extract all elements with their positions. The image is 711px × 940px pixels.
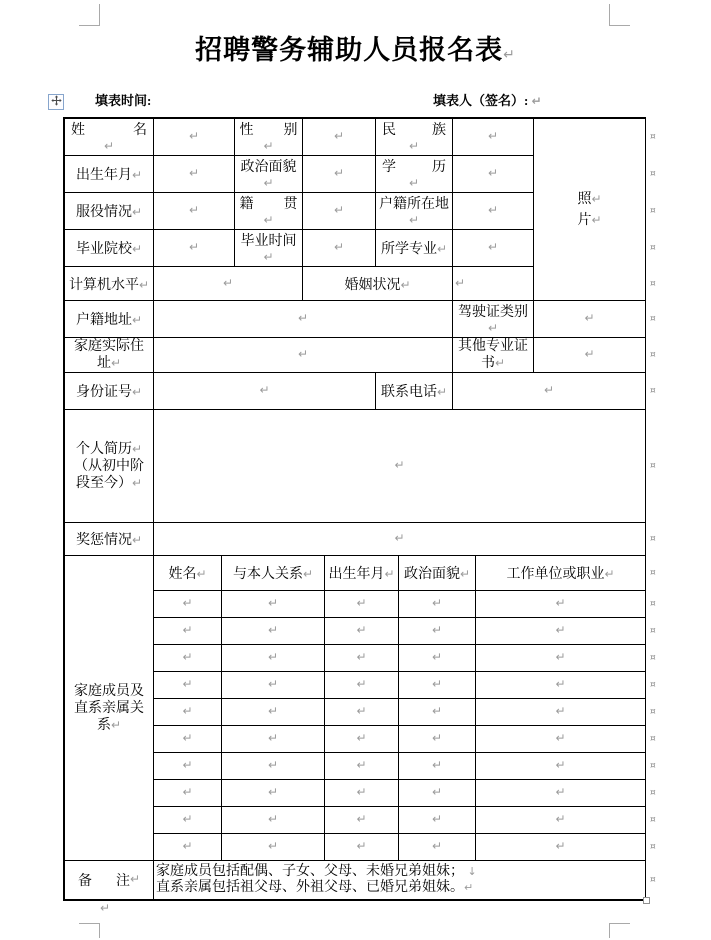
pilcrow-mark: ↵ [356, 731, 367, 745]
graduation-school-label-cell: 毕业院校↵ [65, 230, 154, 267]
pilcrow-mark: ↵ [182, 596, 193, 610]
family-birth-date-cell[interactable] [325, 753, 399, 780]
family-header-birth-date: 出生年月↵ [325, 556, 399, 591]
pilcrow-mark: ↵ [131, 205, 143, 219]
rewards-value-cell[interactable] [154, 523, 646, 556]
graduation-time-value-cell[interactable] [303, 230, 376, 267]
resume-label-line2: （从初中阶段至今）↵ [74, 458, 144, 491]
pilcrow-mark: ↵ [297, 347, 309, 361]
pilcrow-mark: ↵ [431, 785, 443, 799]
pilcrow-mark: ↵ [267, 623, 279, 637]
family-name-cell[interactable] [154, 618, 222, 645]
row-end-mark: ¤ [650, 386, 656, 396]
id-number-value-cell[interactable] [154, 373, 376, 410]
fill-time-label: 填表时间: [95, 93, 152, 108]
pilcrow-mark: ↵ [356, 704, 367, 718]
family-name-cell[interactable] [154, 780, 222, 807]
family-birth-date-cell[interactable] [325, 699, 399, 726]
row-end-mark: ¤ [650, 815, 656, 825]
remark-text-cell [154, 861, 646, 900]
pilcrow-mark: ↵ [131, 168, 143, 182]
pilcrow-mark: ↵ [302, 567, 314, 581]
pilcrow-mark: ↵ [555, 758, 566, 772]
family-work-unit-cell[interactable] [476, 780, 646, 807]
pilcrow-mark: ↵ [408, 213, 420, 227]
pilcrow-mark: ↵ [408, 176, 420, 190]
family-relation-cell[interactable] [222, 591, 325, 618]
pilcrow-mark: ↵ [431, 704, 443, 718]
pilcrow-mark: ↵ [297, 311, 309, 325]
table-resize-handle[interactable] [643, 897, 650, 904]
major-value-cell[interactable] [453, 230, 534, 267]
row-end-mark: ¤ [650, 243, 656, 253]
pilcrow-mark: ↵ [431, 839, 443, 853]
pilcrow-mark: ↵ [555, 731, 566, 745]
pilcrow-mark: ↵ [267, 596, 279, 610]
family-political-status-cell[interactable] [399, 645, 476, 672]
pilcrow-mark: ↵ [356, 785, 367, 799]
main-info-table [64, 118, 646, 556]
ethnicity-value-cell[interactable] [453, 119, 534, 156]
pilcrow-mark: ↵ [543, 383, 555, 397]
other-certificates-label-cell: 其他专业证书↵ [453, 338, 534, 373]
family-header-political-status: 政治面貌↵ [399, 556, 476, 591]
graduation-time-label-cell: 毕业时间↵ [235, 230, 303, 267]
family-relation-cell[interactable] [222, 753, 325, 780]
pilcrow-mark: ↵ [431, 596, 443, 610]
pilcrow-mark: ↵ [584, 311, 595, 325]
pilcrow-mark: ↵ [267, 731, 279, 745]
pilcrow-mark: ↵ [555, 839, 566, 853]
row-end-mark: ¤ [650, 653, 656, 663]
pilcrow-mark: ↵ [333, 203, 345, 217]
pilcrow-mark: ↵ [267, 785, 279, 799]
pilcrow-mark: ↵ [555, 704, 566, 718]
row-end-mark: ¤ [650, 278, 656, 289]
resume-label-line1: 个人简历↵ [75, 441, 143, 457]
family-name-cell[interactable] [154, 699, 222, 726]
pilcrow-mark: ↵ [259, 383, 270, 397]
page-title-text: 招聘警务辅助人员报名表 [195, 35, 504, 65]
birth-date-value-cell[interactable] [154, 156, 235, 193]
family-work-unit-cell[interactable] [476, 834, 646, 861]
pilcrow-mark: ↵ [394, 531, 405, 545]
pilcrow-mark: ↵ [555, 650, 566, 664]
resume-label-cell [65, 410, 154, 523]
row-end-mark: ¤ [650, 875, 656, 885]
pilcrow-mark: ↵ [267, 758, 279, 772]
native-place-label-cell: 籍贯↵ [235, 193, 303, 230]
pilcrow-mark: ↵ [267, 650, 279, 664]
family-name-cell[interactable] [154, 645, 222, 672]
household-location-label-cell: 户籍所在地↵ [376, 193, 453, 230]
remark-row [65, 861, 646, 900]
family-work-unit-cell[interactable] [476, 672, 646, 699]
pilcrow-mark: ↵ [100, 901, 111, 915]
pilcrow-mark: ↵ [182, 677, 193, 691]
family-work-unit-cell[interactable] [476, 591, 646, 618]
education-label-cell: 学历↵ [376, 156, 453, 193]
row-end-mark: ¤ [650, 761, 656, 771]
pilcrow-mark: ↵ [188, 129, 200, 143]
pilcrow-mark: ↵ [267, 839, 279, 853]
remark-line2: 直系亲属包括祖父母、外祖父母、已婚兄弟姐妹。↵ [156, 880, 474, 895]
row-end-mark: ¤ [650, 626, 656, 636]
family-header-relation: 与本人关系↵ [222, 556, 325, 591]
pilcrow-mark: ↵ [182, 839, 193, 853]
photo-label-line1: 照↵ [577, 191, 602, 207]
pilcrow-mark: ↵ [131, 385, 143, 399]
pilcrow-mark: ↵ [267, 704, 279, 718]
family-name-cell[interactable] [154, 834, 222, 861]
pilcrow-mark: ↵ [182, 731, 193, 745]
marital-status-value-cell[interactable] [453, 267, 534, 301]
pilcrow-mark: ↵ [487, 166, 499, 180]
pilcrow-mark: ↵ [356, 677, 367, 691]
pilcrow-mark: ↵ [591, 191, 602, 206]
family-name-cell[interactable] [154, 591, 222, 618]
other-certificates-value-cell[interactable] [534, 338, 646, 373]
family-birth-date-cell[interactable] [325, 672, 399, 699]
pilcrow-mark: ↵ [591, 212, 602, 227]
family-header-name: 姓名↵ [154, 556, 222, 591]
family-work-unit-cell[interactable] [476, 645, 646, 672]
pilcrow-mark: ↵ [464, 881, 474, 894]
pilcrow-mark: ↵ [110, 717, 122, 732]
pilcrow-mark: ↵ [356, 650, 367, 664]
family-political-status-cell[interactable] [399, 699, 476, 726]
pilcrow-mark: ↵ [333, 166, 345, 180]
pilcrow-mark: ↵ [267, 812, 279, 826]
pilcrow-mark: ↵ [384, 567, 395, 581]
birth-date-label-cell: 出生年月↵ [65, 156, 154, 193]
pilcrow-mark: ↵ [604, 567, 615, 581]
pilcrow-mark: ↵ [431, 812, 443, 826]
remark-line1: 家庭成员包括配偶、子女、父母、未婚兄弟姐妹； ↓ [156, 864, 477, 879]
pilcrow-mark: ↵ [131, 441, 143, 456]
family-political-status-cell[interactable] [399, 591, 476, 618]
military-service-label-cell: 服役情况↵ [65, 193, 154, 230]
table-row [65, 523, 646, 556]
pilcrow-mark: ↵ [487, 129, 499, 143]
family-work-unit-cell[interactable] [476, 699, 646, 726]
major-label-cell: 所学专业↵ [376, 230, 453, 267]
pilcrow-mark: ↵ [431, 677, 443, 691]
family-political-status-cell[interactable] [399, 753, 476, 780]
family-relation-cell[interactable] [222, 672, 325, 699]
family-birth-date-cell[interactable] [325, 645, 399, 672]
pilcrow-mark: ↵ [131, 242, 143, 256]
family-name-cell[interactable] [154, 807, 222, 834]
crop-mark-bottom-right [609, 923, 630, 938]
family-relation-cell[interactable] [222, 645, 325, 672]
row-end-mark: ¤ [650, 734, 656, 744]
row-end-mark: ¤ [650, 534, 656, 544]
row-end-mark: ¤ [650, 350, 656, 360]
pilcrow-mark: ↵ [263, 213, 274, 227]
pilcrow-mark: ↵ [188, 166, 200, 180]
move-icon [51, 93, 62, 111]
pilcrow-mark: ↵ [555, 623, 566, 637]
row-end-mark: ¤ [650, 707, 656, 717]
rewards-label-cell: 奖惩情况↵ [65, 523, 154, 556]
pilcrow-mark: ↵ [356, 623, 367, 637]
pilcrow-mark: ↵ [263, 176, 274, 190]
family-birth-date-cell[interactable] [325, 591, 399, 618]
pilcrow-mark: ↵ [531, 94, 542, 108]
filler-signature-label: 填表人（签名）: ↵ [433, 93, 542, 108]
row-end-mark: ¤ [650, 132, 656, 142]
pilcrow-mark: ↵ [333, 129, 345, 143]
home-address-label-cell: 家庭实际住址↵ [65, 338, 154, 373]
pilcrow-mark: ↵ [182, 758, 193, 772]
home-address-value-cell[interactable] [154, 338, 453, 373]
pilcrow-mark: ↵ [182, 650, 193, 664]
computer-level-label-cell: 计算机水平↵ [65, 267, 154, 301]
family-political-status-cell[interactable] [399, 618, 476, 645]
pilcrow-mark: ↵ [494, 356, 506, 370]
photo-placeholder-cell[interactable] [534, 119, 646, 301]
resume-value-cell[interactable] [154, 410, 646, 523]
pilcrow-mark: ↵ [459, 567, 471, 581]
gender-label-cell: 性别↵ [235, 119, 303, 156]
pilcrow-mark: ↵ [555, 677, 566, 691]
pilcrow-mark: ↵ [436, 242, 448, 256]
gender-value-cell[interactable] [303, 119, 376, 156]
family-work-unit-cell[interactable] [476, 753, 646, 780]
pilcrow-mark: ↵ [487, 203, 499, 217]
household-address-label-cell: 户籍地址↵ [65, 301, 154, 338]
family-name-cell[interactable] [154, 726, 222, 753]
row-end-mark: ¤ [650, 599, 656, 609]
row-end-mark: ¤ [650, 461, 656, 471]
pilcrow-mark: ↵ [356, 812, 367, 826]
remark-label-cell: 备注↵ [65, 861, 154, 900]
pilcrow-mark: ↵ [188, 203, 200, 217]
table-move-handle[interactable] [48, 94, 64, 110]
family-birth-date-cell[interactable] [325, 726, 399, 753]
family-birth-date-cell[interactable] [325, 780, 399, 807]
graduation-school-value-cell[interactable] [154, 230, 235, 267]
license-type-value-cell[interactable] [534, 301, 646, 338]
computer-level-value-cell[interactable] [154, 267, 303, 301]
pilcrow-mark: ↵ [267, 677, 279, 691]
family-header-work-unit: 工作单位或职业↵ [476, 556, 646, 591]
pilcrow-mark: ↵ [103, 139, 115, 153]
family-header-row [65, 556, 646, 591]
row-end-mark: ¤ [650, 788, 656, 798]
row-end-mark: ¤ [650, 568, 656, 578]
name-label-cell: 姓名↵ [65, 119, 154, 156]
pilcrow-mark: ↵ [408, 139, 420, 153]
pilcrow-mark: ↵ [263, 250, 274, 264]
page-title [0, 28, 711, 67]
family-name-cell[interactable] [154, 672, 222, 699]
pilcrow-mark: ↵ [431, 731, 443, 745]
family-relation-cell[interactable] [222, 726, 325, 753]
pilcrow-mark: ↵ [584, 347, 595, 361]
table-row [65, 338, 646, 373]
family-political-status-cell[interactable] [399, 780, 476, 807]
family-birth-date-cell[interactable] [325, 807, 399, 834]
pilcrow-mark: ↵ [356, 758, 367, 772]
native-place-value-cell[interactable] [303, 193, 376, 230]
pilcrow-mark: ↵ [333, 240, 345, 254]
pilcrow-mark: ↵ [394, 458, 405, 472]
family-relation-cell[interactable] [222, 699, 325, 726]
pilcrow-mark: ↵ [138, 277, 150, 292]
row-end-mark: ¤ [650, 169, 656, 179]
education-value-cell[interactable] [453, 156, 534, 193]
family-political-status-cell[interactable] [399, 807, 476, 834]
name-value-cell[interactable] [154, 119, 235, 156]
pilcrow-mark: ↵ [182, 812, 193, 826]
phone-value-cell[interactable] [453, 373, 646, 410]
pilcrow-mark: ↵ [263, 139, 274, 153]
family-name-cell[interactable] [154, 753, 222, 780]
family-work-unit-cell[interactable] [476, 807, 646, 834]
pilcrow-mark: ↵ [431, 758, 443, 772]
pilcrow-mark: ↵ [431, 650, 443, 664]
application-form [63, 117, 646, 901]
household-location-value-cell[interactable] [453, 193, 534, 230]
family-political-status-cell[interactable] [399, 834, 476, 861]
pilcrow-mark: ↵ [356, 839, 367, 853]
family-work-unit-cell[interactable] [476, 618, 646, 645]
phone-label-cell: 联系电话↵ [376, 373, 453, 410]
pilcrow-mark: ↵ [555, 785, 566, 799]
pilcrow-mark: ↵ [110, 356, 122, 370]
pilcrow-mark: ↵ [182, 785, 193, 799]
pilcrow-mark: ↵ [555, 596, 566, 610]
pilcrow-mark: ↵ [131, 533, 143, 547]
pilcrow-mark: ↵ [182, 704, 193, 718]
pilcrow-mark: ↵ [131, 313, 143, 327]
political-status-value-cell[interactable] [303, 156, 376, 193]
ethnicity-label-cell: 民族↵ [376, 119, 453, 156]
military-service-value-cell[interactable] [154, 193, 235, 230]
table-row [65, 301, 646, 338]
pilcrow-mark: ↵ [487, 321, 499, 335]
family-relation-cell[interactable] [222, 618, 325, 645]
table-row [65, 119, 646, 156]
pilcrow-mark: ↵ [131, 475, 143, 490]
marital-status-label-cell: 婚姻状况↵ [303, 267, 453, 301]
row-end-mark: ¤ [650, 842, 656, 852]
pilcrow-mark: ↵ [503, 47, 516, 63]
row-end-mark: ¤ [650, 314, 656, 324]
pilcrow-mark: ↵ [222, 275, 234, 290]
pilcrow-mark: ↵ [455, 275, 466, 290]
pilcrow-mark: ↵ [188, 240, 200, 254]
family-birth-date-cell[interactable] [325, 834, 399, 861]
pilcrow-mark: ↵ [356, 596, 367, 610]
household-address-value-cell[interactable] [154, 301, 453, 338]
family-members-table [64, 555, 646, 900]
political-status-label-cell: 政治面貌↵ [235, 156, 303, 193]
line-break-mark: ↓ [467, 865, 477, 878]
pilcrow-mark: ↵ [129, 872, 141, 887]
family-relation-cell[interactable] [222, 834, 325, 861]
family-relation-cell[interactable] [222, 780, 325, 807]
family-section-label-cell: 家庭成员及直系亲属关系↵ [65, 556, 154, 861]
photo-label-line2: 片↵ [577, 212, 602, 228]
pilcrow-mark: ↵ [436, 385, 448, 399]
table-row [65, 410, 646, 523]
pilcrow-mark: ↵ [487, 240, 499, 254]
pilcrow-mark: ↵ [182, 623, 193, 637]
pilcrow-mark: ↵ [196, 567, 207, 581]
family-relation-cell[interactable] [222, 807, 325, 834]
family-political-status-cell[interactable] [399, 726, 476, 753]
crop-mark-top-right [609, 4, 630, 26]
pilcrow-mark: ↵ [431, 623, 443, 637]
crop-mark-bottom-left [79, 923, 100, 938]
pilcrow-mark: ↵ [400, 277, 411, 292]
family-political-status-cell[interactable] [399, 672, 476, 699]
row-end-mark: ¤ [650, 680, 656, 690]
family-work-unit-cell[interactable] [476, 726, 646, 753]
row-end-mark: ¤ [650, 206, 656, 216]
table-row [65, 373, 646, 410]
pilcrow-mark: ↵ [555, 812, 566, 826]
family-birth-date-cell[interactable] [325, 618, 399, 645]
id-number-label-cell: 身份证号↵ [65, 373, 154, 410]
crop-mark-top-left [79, 4, 100, 26]
license-type-label-cell: 驾驶证类别↵ [453, 301, 534, 338]
